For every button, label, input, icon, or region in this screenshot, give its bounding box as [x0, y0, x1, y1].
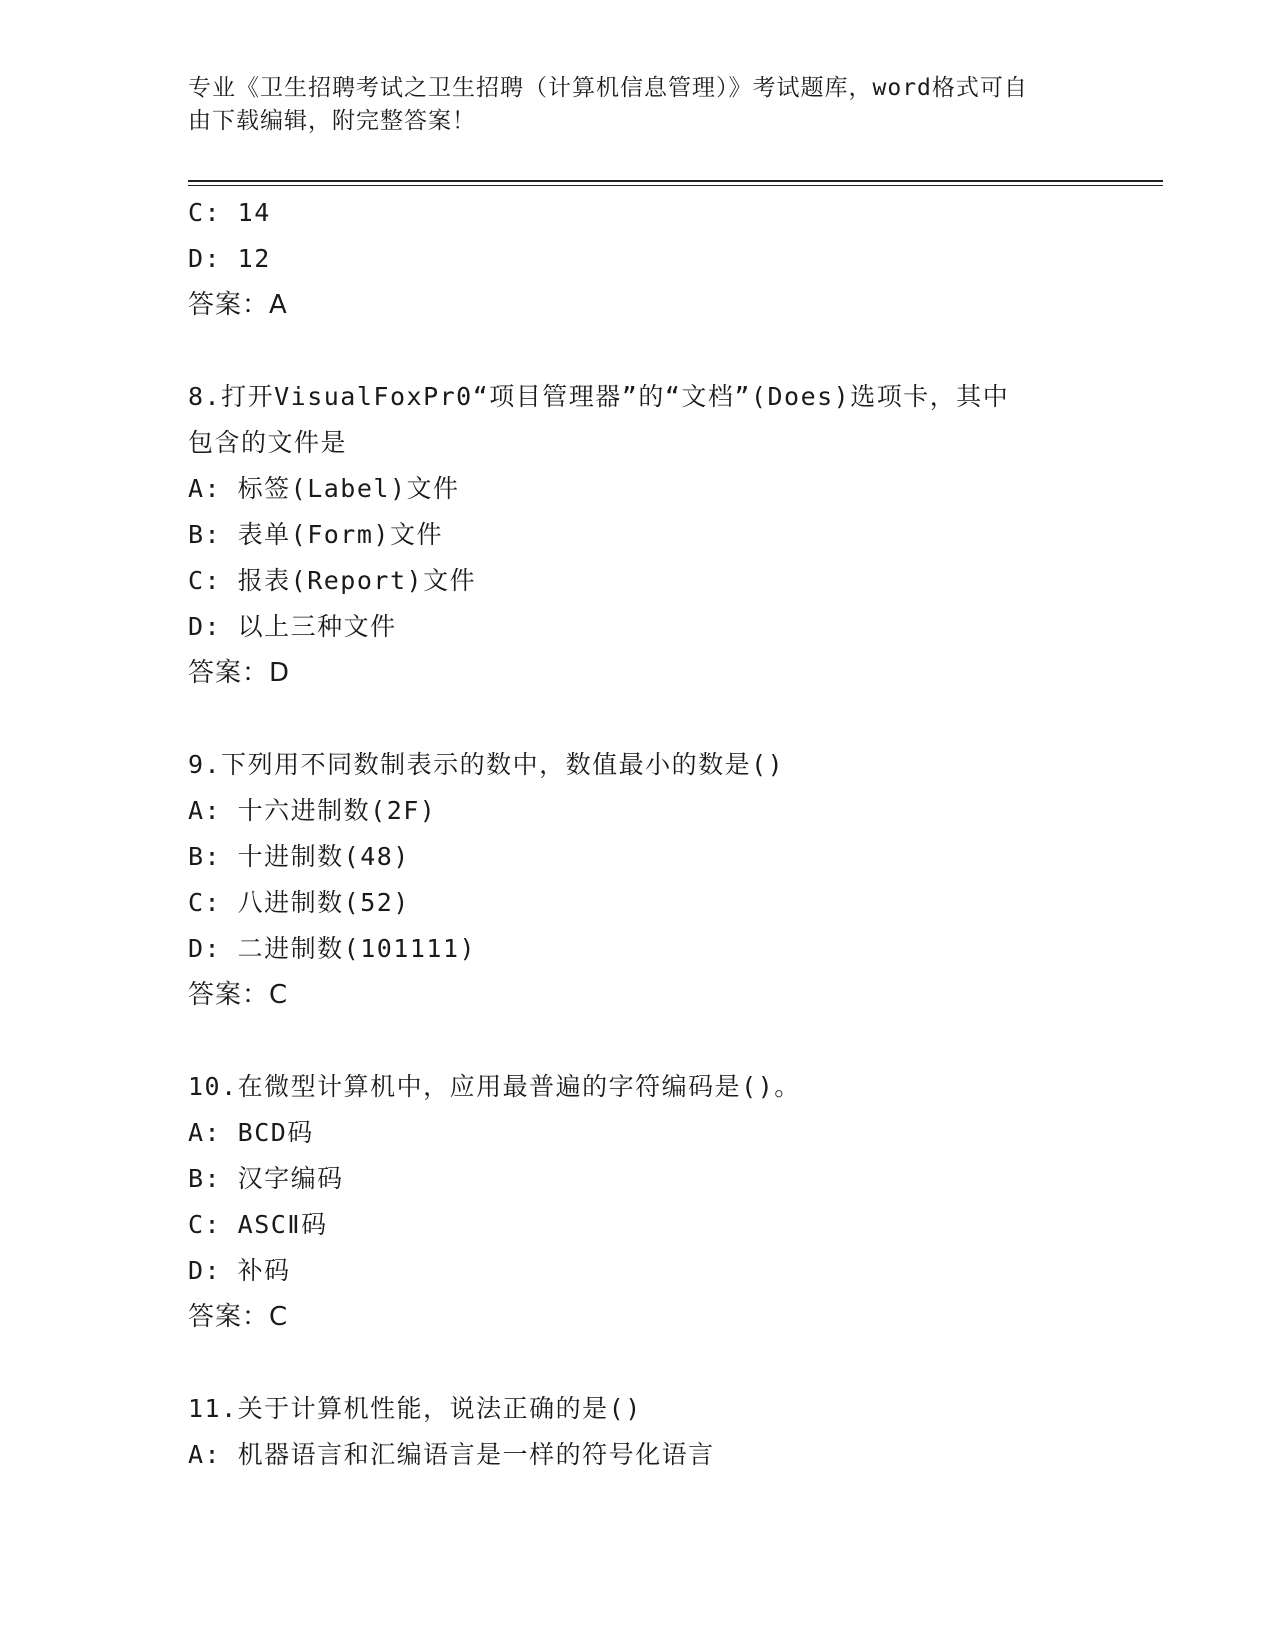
option-d: D: 补码: [188, 1256, 291, 1285]
option-c: C: 14: [188, 198, 271, 227]
spacer: [188, 328, 1088, 374]
question-9: [188, 742, 1088, 1018]
header-line-1: 专业《卫生招聘考试之卫生招聘（计算机信息管理）》考试题库，word格式可自: [188, 75, 1028, 101]
spacer: [188, 696, 1088, 742]
option-b: B: 十进制数(48): [188, 842, 410, 871]
option-d: D: 12: [188, 244, 271, 273]
option-d: D: 以上三种文件: [188, 612, 397, 641]
header-divider-thin: [188, 185, 1163, 186]
question-8: [188, 374, 1088, 696]
option-c: C: 八进制数(52): [188, 888, 410, 917]
option-c: C: 报表(Report)文件: [188, 566, 477, 595]
spacer: [188, 1340, 1088, 1386]
option-a: A: 机器语言和汇编语言是一样的符号化语言: [188, 1440, 715, 1469]
document-header: [188, 72, 1088, 138]
option-c: C: ASCⅡ码: [188, 1210, 328, 1239]
option-a: A: 十六进制数(2F): [188, 796, 437, 825]
question-7-tail: [188, 190, 1088, 328]
option-a: A: 标签(Label)文件: [188, 474, 460, 503]
option-d: D: 二进制数(101111): [188, 934, 477, 963]
question-stem: 11.关于计算机性能，说法正确的是(): [188, 1394, 642, 1423]
question-11: [188, 1386, 1088, 1478]
option-b: B: 汉字编码: [188, 1164, 344, 1193]
answer-line: 答案：D: [188, 658, 291, 688]
question-10: [188, 1064, 1088, 1340]
answer-line: 答案：C: [188, 1302, 289, 1332]
question-stem-continued: 包含的文件是: [188, 428, 348, 457]
header-divider-thick: [188, 180, 1163, 182]
question-stem: 9.下列用不同数制表示的数中，数值最小的数是(): [188, 750, 785, 779]
question-list: [188, 190, 1088, 1478]
option-b: B: 表单(Form)文件: [188, 520, 443, 549]
option-a: A: BCD码: [188, 1118, 314, 1147]
answer-line: 答案：A: [188, 290, 288, 320]
answer-line: 答案：C: [188, 980, 289, 1010]
question-stem: 8.打开VisualFoxPr0“项目管理器”的“文档”(Does)选项卡，其中: [188, 382, 1010, 411]
header-line-2: 由下载编辑，附完整答案！: [188, 108, 476, 134]
question-stem: 10.在微型计算机中，应用最普遍的字符编码是()。: [188, 1072, 801, 1101]
spacer: [188, 1018, 1088, 1064]
